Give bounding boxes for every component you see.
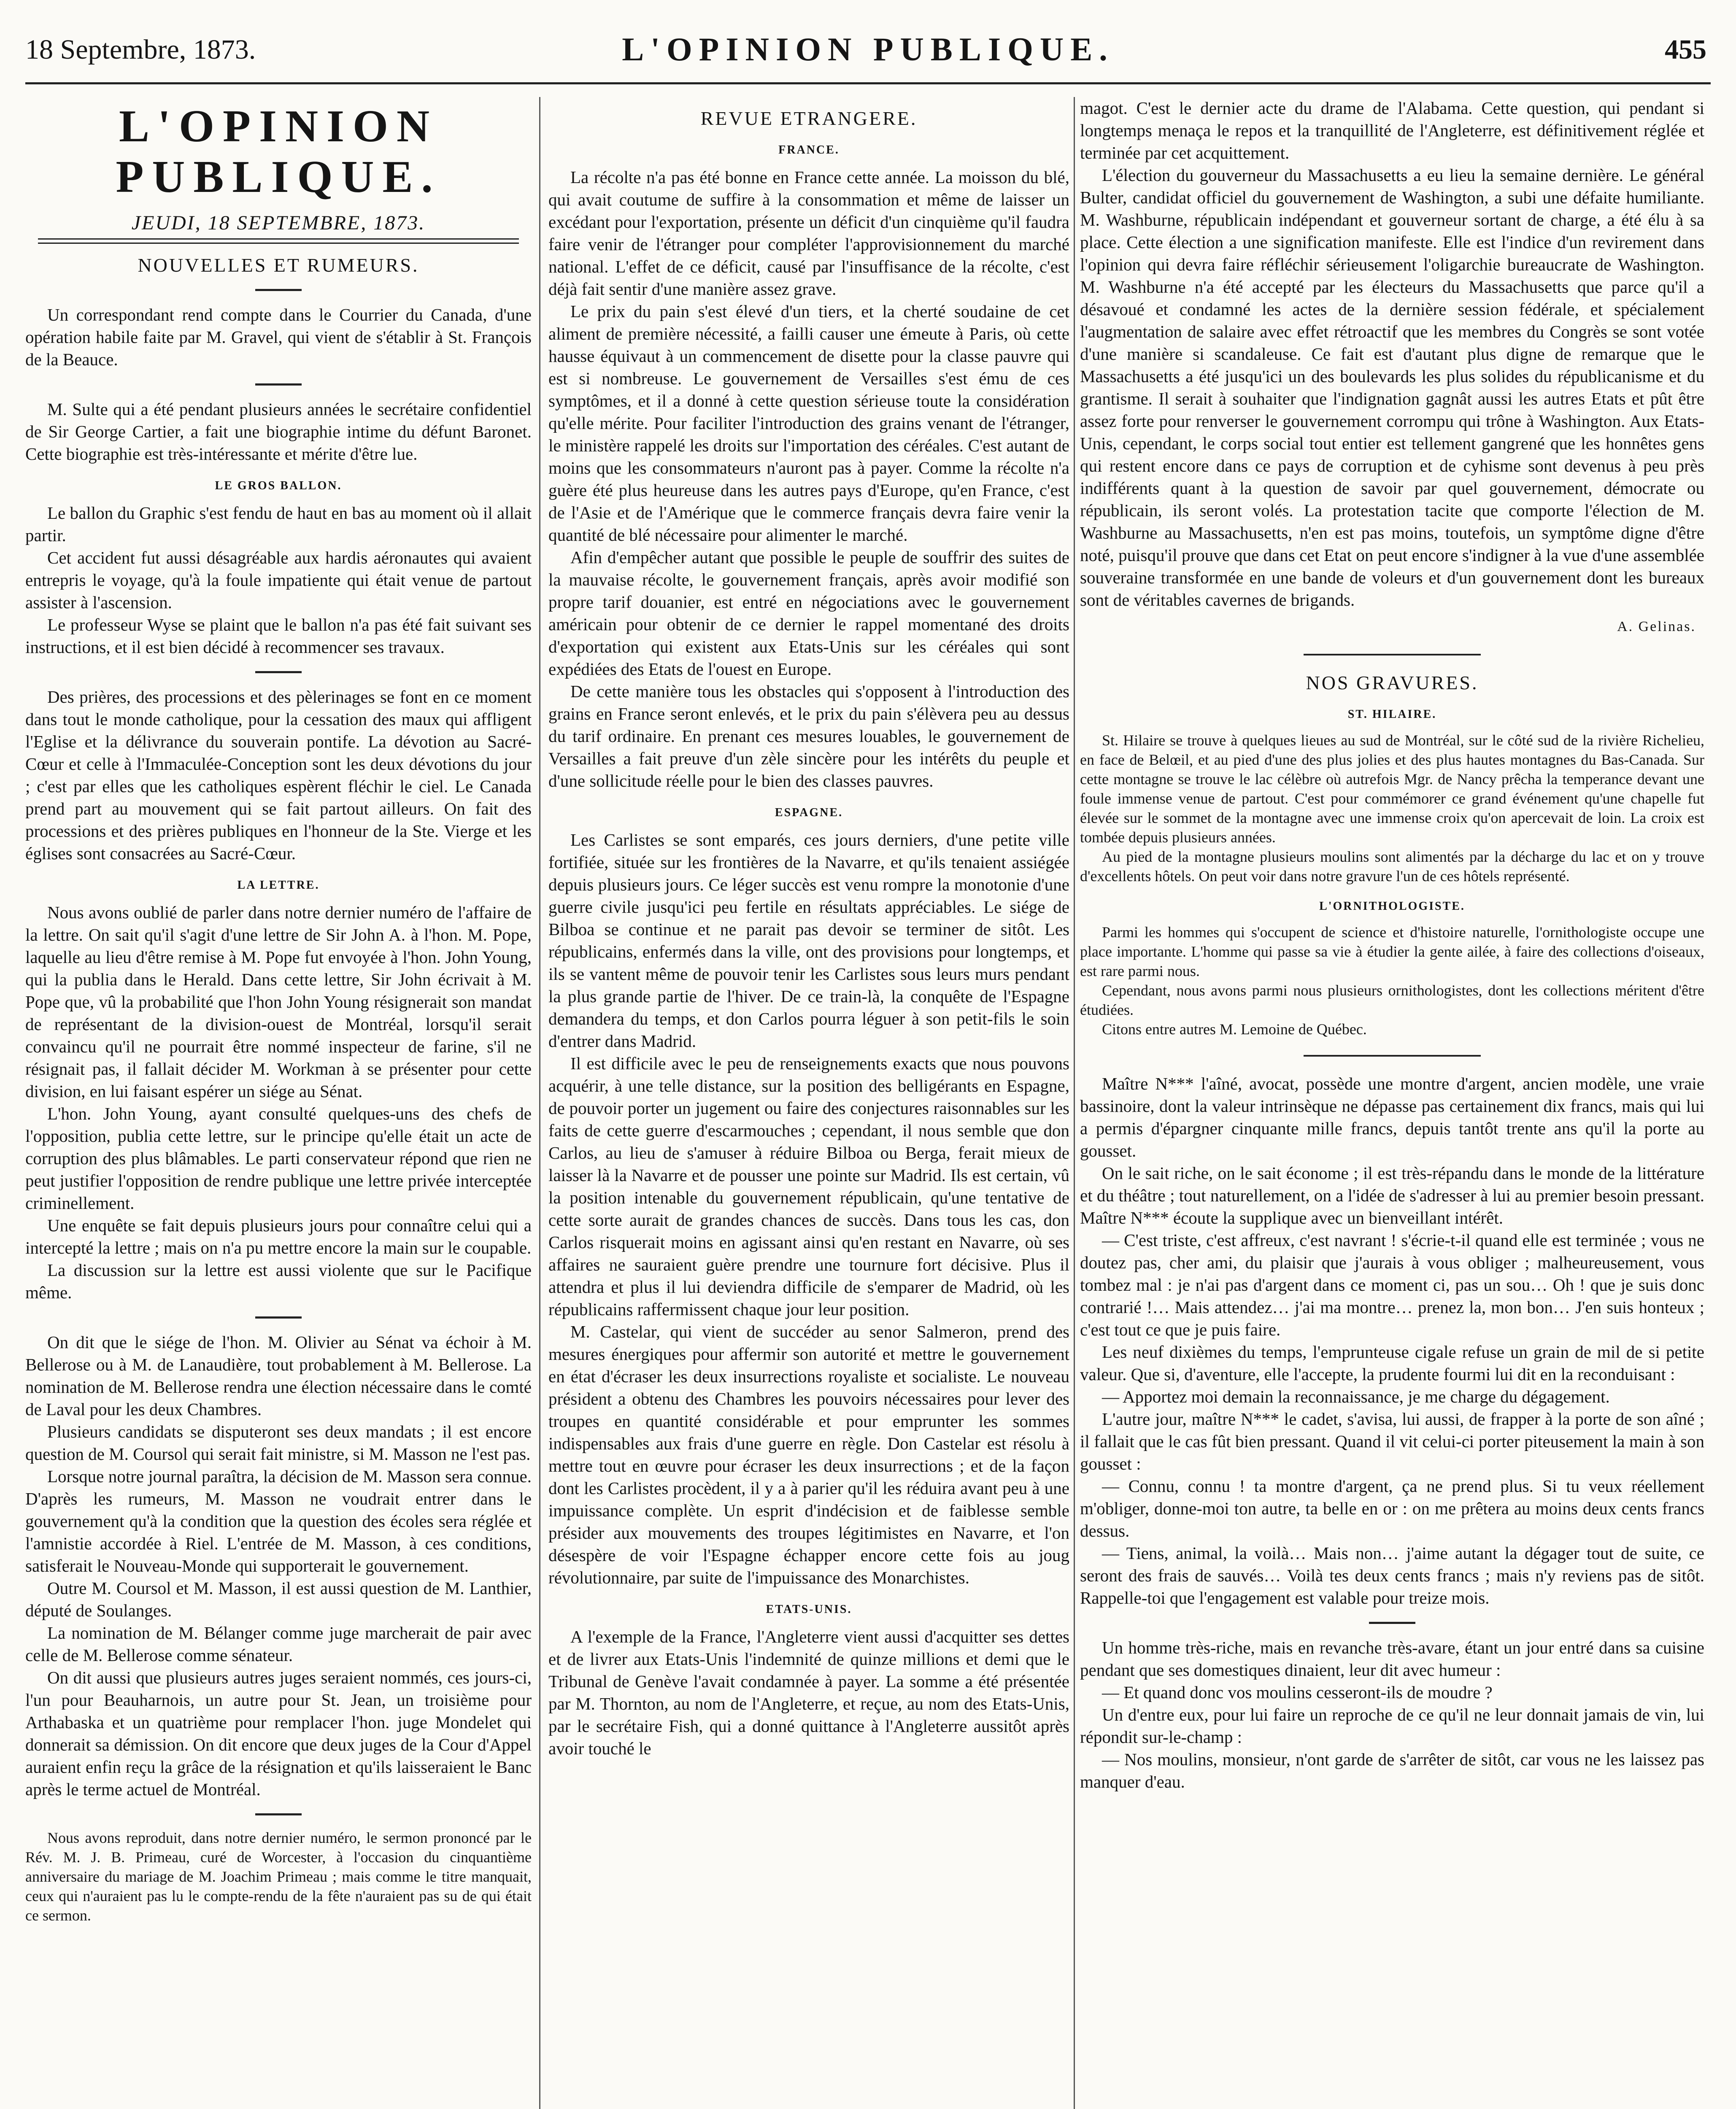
paragraph: Cet accident fut aussi désagréable aux hardis aéronautes qui avaient entrepris le voyage, qu'à la foule impatiente qui était venue de partout assister à l'ascension. (25, 548, 532, 612)
paragraph: Maître N*** l'aîné, avocat, possède une montre d'argent, ancien modèle, une vraie bassinoire, dont la valeur intrinsèque ne dépasse pas certainement dix francs, mais qui lui a permis d'épargner cinquante mille francs, depuis tantôt trente ans qu'il la porte au gousset. (1080, 1074, 1704, 1160)
paragraph: Le ballon du Graphic s'est fendu de haut en bas au moment où il allait partir. (25, 503, 532, 545)
paragraph: — Apportez moi demain la reconnaissance, je me charge du dégagement. (1102, 1387, 1610, 1406)
paragraph: — Connu, connu ! ta montre d'argent, ça ne prend plus. Si tu veux réellement m'obliger, donne-moi ton autre, ta belle en or : on me prêtera au moins deux cents francs dessus. (1080, 1476, 1704, 1540)
paragraph: Lorsque notre journal paraîtra, la décision de M. Masson sera connue. D'après les rumeurs, M. Masson ne voudrait entrer dans le gouvernement qu'à la condition que la question des écoles sera réglée et l'amnistie accordée à Riel. L'entrée de M. Masson, à ces conditions, satisferait le Nouveau-Monde qui supporterait le gouvernement. (25, 1467, 532, 1575)
separator (255, 1316, 302, 1319)
paragraph: Parmi les hommes qui s'occupent de science et d'histoire naturelle, l'ornithologiste occupe une place importante. L'homme qui passe sa vie à étudier la gente ailée, à faire des collections d'oiseaux, est rare parmi nous. (1080, 924, 1704, 979)
paragraph: Les neuf dixièmes du temps, l'emprunteuse cigale refuse un grain de mil de si petite valeur. Que si, d'aventure, elle l'accepte, la prudente fourmi lui dit en la reconduisant : (1080, 1342, 1704, 1384)
paragraph: L'autre jour, maître N*** le cadet, s'avisa, lui aussi, de frapper à la porte de son aîné ; il fallait que le cas fût bien pressant. Quand il vit celui-ci porter piteusement la main à son gousset : (1080, 1409, 1704, 1473)
paragraph: De cette manière tous les obstacles qui s'opposent à l'introduction des grains en France seront enlevés, et le prix du pain s'élèvera peu au dessus du tarif ordinaire. En prenant ces mesures louables, le gouvernement de Versailles a fait preuve d'un zèle sincère pour les intérêts du peuple et d'une sollicitude réelle pour le bien des classes pauvres. (548, 682, 1069, 790)
subheading-united-states: ETATS-UNIS. (766, 1603, 852, 1616)
separator (1304, 1055, 1481, 1057)
paragraph: Les Carlistes se sont emparés, ces jours derniers, d'une petite ville fortifiée, située sur les frontières de la Navarre, et qu'ils tenaient assiégée depuis plusieurs jours. Ce léger succès est venu rompre la monotonie d'une guerre civile jusqu'ici peu fertile en résultats appréciables. Le siége de Bilboa se continue et ne parait pas devoir se terminer de sitôt. Les républicains, enfermés dans la ville, ont des provisions pour longtemps, et ils se vantent même de pouvoir tenir les Carlistes sous leurs murs pendant la plus grande partie de l'hiver. De ce train-là, la conquête de l'Espagne demandera du temps, et don Carlos pourra léguer à son petit-fils le soin d'entrer dans Madrid. (548, 830, 1069, 1051)
header-title: L'OPINION PUBLIQUE. (622, 31, 1114, 67)
section-title-foreign-review: REVUE ETRANGERE. (700, 108, 918, 129)
paragraph: A l'exemple de la France, l'Angleterre vient aussi d'acquitter ses dettes et de livrer aux Etats-Unis l'indemnité de quinze millions et demi que le Tribunal de Genève l'avait condamnée à payer. La somme a été présentée par M. Thornton, au nom de l'Angleterre, et reçue, au nom des Etats-Unis, par le secrétaire Fish, qui a donné quittance à l'Angleterre aussitôt après avoir touché le (548, 1627, 1069, 1758)
paragraph: Nous avons oublié de parler dans notre dernier numéro de l'affaire de la lettre. On sait qu'il s'agit d'une lettre de Sir John A. à l'hon. M. Pope, laquelle au lieu d'être remise à M. Pope fut envoyée à l'hon. John Young, qui la publia dans le Herald. Dans cette lettre, Sir John écrivait à M. Pope que, vû la probabilité que l'hon John Young résignerait son mandat de représentant de la division-ouest de Montréal, lorsqu'il serait convaincu qu'il ne pourrait être nommé inspecteur de farine, s'il ne résignait pas, il fallait décider M. Workman à se présenter pour cette division, en lui faisant espérer un siége au Sénat. (25, 903, 532, 1101)
separator (255, 289, 302, 291)
paragraph: Des prières, des processions et des pèlerinages se font en ce moment dans tout le monde catholique, pour la cessation des maux qui affligent l'Eglise et la délivrance du souverain pontife. La dévotion au Sacré-Cœur et celle à l'Immaculée-Conception sont les deux dévotions du jour ; c'est par elles que les catholiques espèrent fléchir le ciel. Le Canada prend part au mouvement qui se fait partout ailleurs. On fait des processions et des prières publiques en l'honneur de la Ste. Vierge et les églises sont consacrées au Sacré-Cœur. (25, 687, 532, 863)
paragraph: La discussion sur la lettre est aussi violente que sur le Pacifique même. (25, 1260, 532, 1302)
column-divider (539, 97, 540, 2109)
paragraph: Une enquête se fait depuis plusieurs jours pour connaître celui qui a intercepté la lettre ; mais on n'a pu mettre encore la main sur le coupable. (25, 1216, 532, 1257)
column-3 (1080, 97, 1704, 2109)
paragraph: Le prix du pain s'est élevé d'un tiers, et la cherté soudaine de cet aliment de première nécessité, a failli causer une émeute à Paris, où cette hausse équivaut à un commencement de disette pour la classe pauvre qui est si nombreuse. Le gouvernement de Versailles s'est ému de ces symptômes, et il a donné à cette question sérieuse toute la considération qu'elle mérite. Pour faciliter l'introduction des grains venant de l'étranger, le ministère rappelé les droits sur l'importation des céréales. C'est autant de moins que les consommateurs n'auront pas à payer. Comme la récolte n'a guère été plus heureuse dans les autres pays d'Europe, qu'en France, c'est de l'Asie et de l'Amérique que le commerce français devra faire venir la quantité de blé nécessaire pour alimenter le marché. (548, 302, 1069, 545)
paragraph: Un homme très-riche, mais en revanche très-avare, étant un jour entré dans sa cuisine pendant que ses domestiques dinaient, leur dit avec humeur : (1080, 1638, 1704, 1680)
separator (1304, 654, 1481, 655)
double-rule (38, 238, 519, 244)
paragraph: M. Sulte qui a été pendant plusieurs années le secrétaire confidentiel de Sir George Cartier, a fait une biographie intime du défunt Baronet. Cette biographie est très-intéressante et mérite d'être lue. (25, 399, 532, 464)
subheading-spain: ESPAGNE. (775, 806, 843, 819)
separator (1369, 1622, 1415, 1624)
section-title-engravings: NOS GRAVURES. (1306, 672, 1479, 693)
paragraph: Afin d'empêcher autant que possible le peuple de souffrir des suites de la mauvaise récolte, le gouvernement français, après avoir modifié son propre tarif douanier, est entré en négociations avec le gouvernement américain pour obtenir de ce dernier le rappel momentané des droits d'exportation qui existent aux Etats-Unis sur les céréales qui sont expédiées des Etats de l'ouest en Europe. (548, 547, 1069, 679)
subheading-ornithologist: L'ORNITHOLOGISTE. (1319, 900, 1465, 913)
paragraph: Il est difficile avec le peu de renseignements exacts que nous pouvons acquérir, à une telle distance, sur la position des belligérants en Espagne, de pouvoir porter un jugement ou faire des conjectures raisonnables sur les faits de cette guerre d'escarmouches ; cependant, il nous semble que don Carlos, au lieu de s'amuser à réduire Bilboa ou Berga, ferait mieux de laisser là la Navarre et de pousser une pointe sur Madrid. Ils est certain, vû la position intenable du gouvernement républicain, qu'une tentative de cette sorte aurait de grandes chances de succès. Dans tous les cas, don Carlos risquerait moins en agissant ainsi qu'en restant en Navarre, où ses affaires ne sauraient guère prendre une tournure fort décisive. Plus il attendra et plus il lui deviendra difficile de s'emparer de Madrid, où les républicains raffermissent chaque jour leur position. (548, 1054, 1069, 1319)
paragraph: M. Castelar, qui vient de succéder au senor Salmeron, prend des mesures énergiques pour affermir son autorité et mettre le gouvernement en état d'écraser les deux insurrections royaliste et socialiste. Le nouveau président a obtenu des Chambres les pouvoirs nécessaires pour lever des troupes en quantité considérable et pour emprunter les sommes indispensables aux frais d'une guerre en règle. Don Castelar est résolu à mettre tout en œuvre pour écraser les deux insurrections ; et de la façon dont les Carlistes procèdent, il y a à parier qu'il les réduira avant peu à une impuissance complète. Un esprit d'indécision et de faiblesse semble présider aux mouvements des troupes légitimistes en Navarre, et l'on désespère de voir l'Espagne échapper encore cette fois au joug révolutionnaire, par suite de l'impuissance des Monarchistes. (548, 1322, 1069, 1587)
paragraph: Citons entre autres M. Lemoine de Québec. (1102, 1021, 1367, 1038)
paragraph: Le professeur Wyse se plaint que le ballon n'a pas été fait suivant ses instructions, et il est bien décidé à recommencer ses travaux. (25, 615, 532, 657)
paragraph: L'hon. John Young, ayant consulté quelques-uns des chefs de l'opposition, publia cette lettre, sur le principe qu'elle était un acte de corruption des plus blâmables. Le parti conservateur répond que rien ne peut justifier l'opposition de rendre publique une lettre privée interceptée criminellement. (25, 1104, 532, 1213)
section-title-news: NOUVELLES ET RUMEURS. (138, 254, 419, 276)
header-date: 18 Septembre, 1873. (25, 34, 256, 65)
page-number: 455 (1665, 34, 1706, 65)
paragraph: La récolte n'a pas été bonne en France cette année. La moisson du blé, qui avait coutume de suffire à la consommation et même de laisser un excédant pour l'exportation, présente un déficit d'un cinquième qu'il faudra faire venir de l'étranger pour compléter l'approvisionnement du marché national. L'effet de ce déficit, causé par l'insuffisance de la récolte, c'est déjà fait sentir d'une manière assez grave. (548, 167, 1069, 299)
paragraph: Plusieurs candidats se disputeront ses deux mandats ; il est encore question de M. Coursol qui serait fait ministre, si M. Masson ne l'est pas. (25, 1422, 532, 1464)
separator (255, 383, 302, 386)
subheading-letter: LA LETTRE. (237, 879, 320, 892)
running-head (25, 31, 1711, 76)
paragraph: Nous avons reproduit, dans notre dernier numéro, le sermon prononcé par le Rév. M. J. B. Primeau, curé de Worcester, à l'occasion du cinquantième anniversaire du mariage de M. Joachim Primeau ; mais comme le titre manquait, ceux qui n'auraient pas lu le compte-rendu de la fête n'auraient pas su de qui était ce sermon. (25, 1829, 532, 1924)
subheading-st-hilaire: ST. HILAIRE. (1347, 708, 1437, 721)
paragraph: magot. C'est le dernier acte du drame de l'Alabama. Cette question, qui pendant si longtemps menaça le repos et la tranquillité de l'Angleterre, est définitivement réglée et terminée par cet acquittement. (1080, 98, 1704, 162)
issue-date: JEUDI, 18 SEPTEMBRE, 1873. (131, 212, 426, 234)
paragraph: Un correspondant rend compte dans le Courrier du Canada, d'une opération habile faite par M. Gravel, qui vient de s'établir à St. François de la Beauce. (25, 305, 532, 369)
paragraph: — C'est triste, c'est affreux, c'est navrant ! s'écrie-t-il quand elle est terminée ; vous ne doutez pas, cher ami, du plaisir que j'aurais à vous obliger ; malheureusement, vous tombez mal : je n'ai pas d'argent dans ce moment ci, pas un sou… Oh ! que je suis donc contrarié !… Mais attendez… j'ai ma montre… prenez la, mon bon… J'en suis honteux ; c'est tout ce que je puis faire. (1080, 1230, 1704, 1339)
separator (255, 671, 302, 673)
paragraph: St. Hilaire se trouve à quelques lieues au sud de Montréal, sur le côté sud de la rivière Richelieu, en face de Belœil, et au pied d'une des plus jolies et des plus hautes montagnes du Bas-Canada. Sur cette montagne se trouve le lac célèbre où autrefois Mgr. de Nancy prêcha la temperance devant une foule immense venue de partout. C'est pour commémorer ce grand événement qu'une chapelle fut élevée sur le sommet de la montagne avec une immense croix qu'on apercevait de loin. La croix est tombée depuis plusieurs années. (1080, 732, 1704, 846)
paragraph: Un d'entre eux, pour lui faire un reproche de ce qu'il ne leur donnait jamais de vin, lui répondit sur-le-champ : (1080, 1705, 1704, 1747)
header-rule (25, 82, 1711, 84)
subheading-france: FRANCE. (778, 143, 840, 156)
subheading-balloon: LE GROS BALLON. (215, 479, 342, 492)
paragraph: On le sait riche, on le sait économe ; il est très-répandu dans le monde de la littérature et du théâtre ; tout naturellement, on a l'idée de s'adresser à lui au premier besoin pressant. Maître N*** écoute la supplique avec un bienveillant intérêt. (1080, 1163, 1704, 1227)
separator (255, 1813, 302, 1815)
paragraph: La nomination de M. Bélanger comme juge marcherait de pair avec celle de M. Bellerose comme sénateur. (25, 1623, 532, 1665)
paragraph: — Nos moulins, monsieur, n'ont garde de s'arrêter de sitôt, car vous ne les laissez pas manquer d'eau. (1080, 1750, 1704, 1791)
column-divider (1074, 97, 1075, 2109)
paragraph: On dit que le siége de l'hon. M. Olivier au Sénat va échoir à M. Bellerose ou à M. de Lanaudière, tout probablement à M. Bellerose. La nomination de M. Bellerose rendra une élection nécessaire dans le comté de Laval pour les deux Chambres. (25, 1332, 532, 1419)
author-signature: A. Gelinas. (1617, 619, 1696, 634)
masthead: L'OPINION PUBLIQUE. (116, 101, 441, 202)
paragraph: Cependant, nous avons parmi nous plusieurs ornithologistes, dont les collections méritent d'être étudiées. (1080, 982, 1704, 1018)
column-2 (548, 97, 1069, 2109)
paragraph: L'élection du gouverneur du Massachusetts a eu lieu la semaine dernière. Le général Bulter, candidat officiel du gouvernement de Washington, a subi une défaite humiliante. M. Washburne, républicain indépendant et gouverneur sortant de charge, a été élu à sa place. Cette élection a une signification manifeste. Elle est l'indice d'un revirement dans l'opinion qui devra faire réfléchir sérieusement l'oligarchie bureaucrate de Washington. M. Washburne n'a été accepté par les électeurs du Massachusetts que parce qu'il a désavoué et condamné les actes de la dernière session fédérale, et spécialement l'augmentation de salaire avec effet rétroactif que les membres du Congrès se sont votée d'une manière si scandaleuse. Ce fait est d'autant plus digne de remarque que le Massachusetts a été jusqu'ici un des boulevards les plus solides du républicanisme et du grantisme. Il serait à souhaiter que l'indignation gagnât aussi les autres Etats et pût être assez forte pour renverser le gouvernement corrompu qui trône à Washington. Aux Etats-Unis, cependant, le corps social tout entier est tellement gangrené que les honnêtes gens qui restent encore dans ce pays de corruption et de cyhisme sont devenus à peu près indifférents quant à la question de savoir par quel gouvernement, démocrate ou républicain, ils seront volés. La protestation tacite que comporte l'élection de M. Washburne au Massachusetts, n'en est pas moins, toutefois, un symptôme digne d'être noté, puisqu'il prouve que dans cet Etat on peut encore s'indigner à la vue d'une assemblée souveraine transformée en une bande de voleurs et d'un gouvernement dont les bureaux sont de véritables cavernes de brigands. (1080, 165, 1704, 610)
column-1 (25, 97, 532, 2109)
paragraph: Au pied de la montagne plusieurs moulins sont alimentés par la décharge du lac et on y trouve d'excellents hôtels. On peut voir dans notre gravure l'un de ces hôtels représenté. (1080, 848, 1704, 885)
paragraph: Outre M. Coursol et M. Masson, il est aussi question de M. Lanthier, député de Soulanges. (25, 1578, 532, 1620)
paragraph: — Tiens, animal, la voilà… Mais non… j'aime autant la dégager tout de suite, ce seront des frais de sauvés… Voilà tes deux cents francs ; mais n'y reviens pas de sitôt. Rappelle-toi que l'engagement est valable pour treize mois. (1080, 1543, 1704, 1607)
paragraph: — Et quand donc vos moulins cesseront-ils de moudre ? (1102, 1683, 1493, 1702)
paragraph: On dit aussi que plusieurs autres juges seraient nommés, ces jours-ci, l'un pour Beauharnois, un autre pour St. Jean, un troisième pour Arthabaska et un quatrième pour remplacer l'hon. juge Mondelet qui donnerait sa démission. On dit encore que deux juges de la Cour d'Appel auraient enfin reçu la grâce de la résignation et qu'ils laisseraient le Banc après le terme actuel de Montréal. (25, 1668, 532, 1799)
